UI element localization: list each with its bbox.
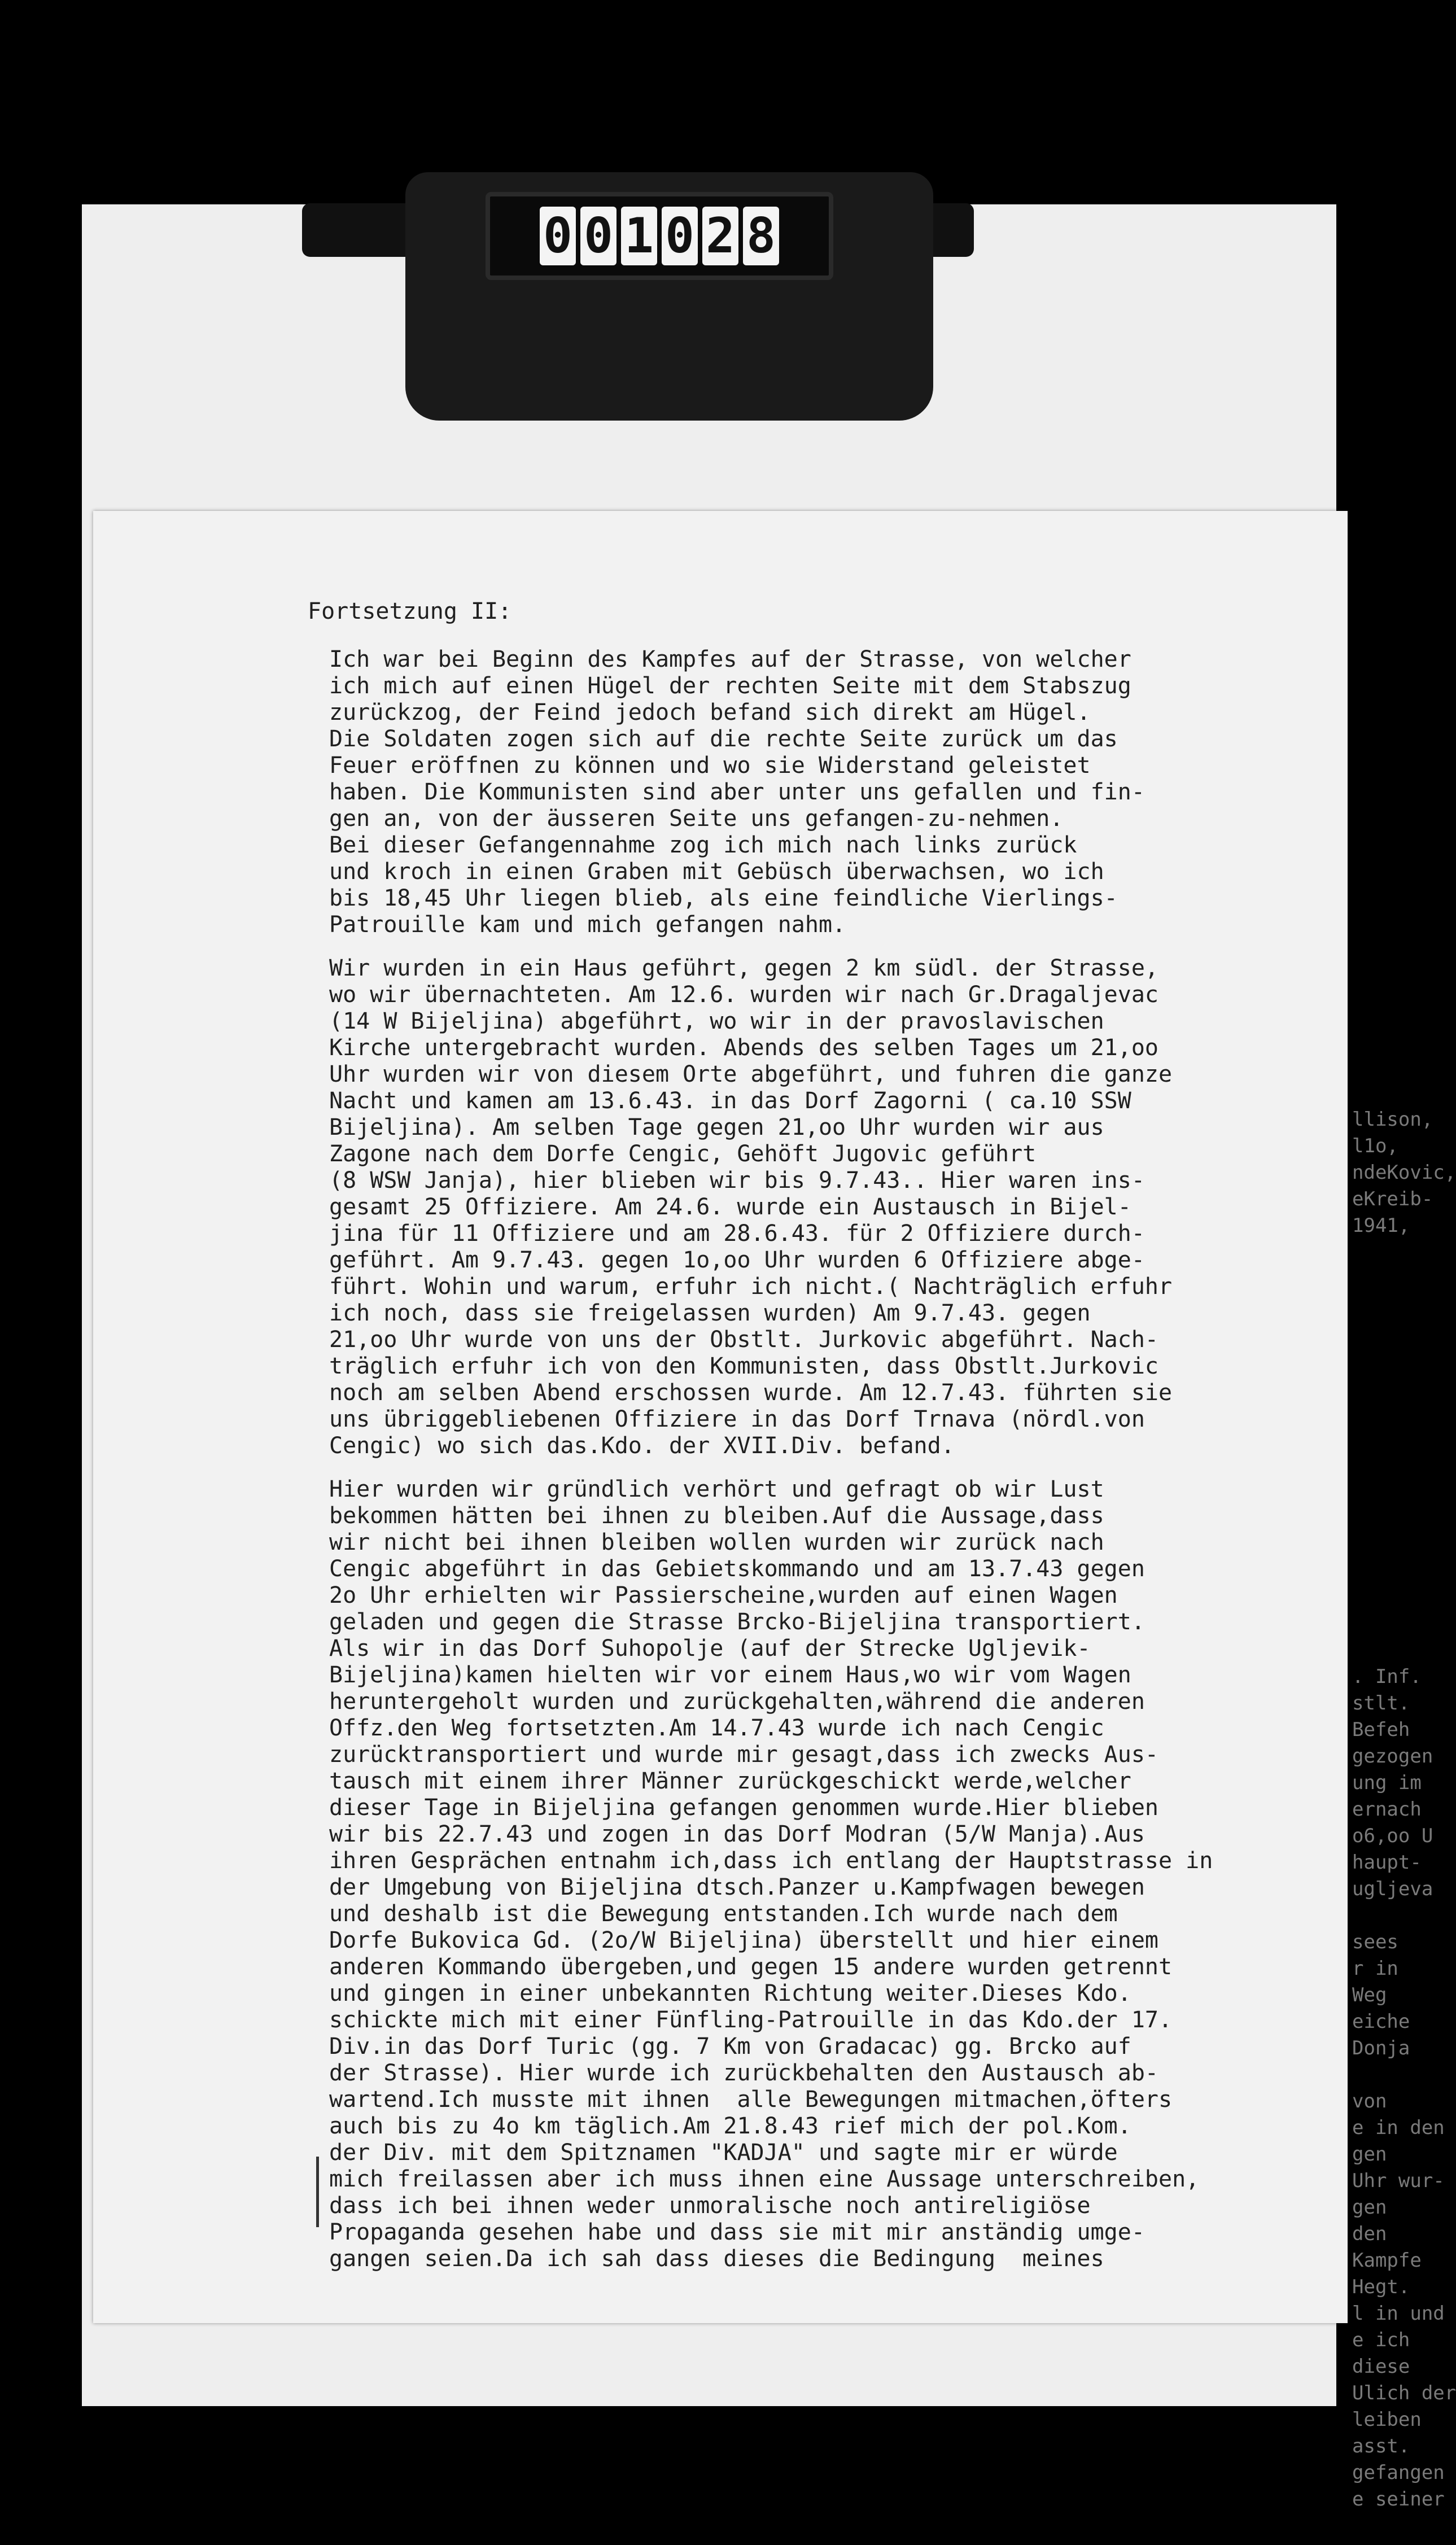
margin-mark: Uhr wur- — [1352, 2170, 1445, 2192]
margin-mark: . Inf. — [1352, 1665, 1422, 1688]
text-line: zurücktransportiert und wurde mir gesagt,dass ich zwecks Aus- — [329, 1742, 1159, 1768]
text-line: Wir wurden in ein Haus geführt, gegen 2 km südl. der Strasse, — [329, 955, 1159, 981]
text-line: 21,oo Uhr wurde von uns der Obstlt. Jurkovic abgeführt. Nach- — [329, 1327, 1159, 1353]
text-line: Div.in das Dorf Turic (gg. 7 Km von Gradacac) gg. Brcko auf — [329, 2034, 1131, 2059]
margin-mark: l1o, — [1352, 1135, 1398, 1157]
text-line: wir bis 22.7.43 und zogen in das Dorf Modran (5/W Manja).Aus — [329, 1821, 1145, 1847]
margin-mark — [1352, 2062, 1420, 2088]
text-line: dieser Tage in Bijeljina gefangen genommen wurde.Hier blieben — [329, 1795, 1159, 1821]
text-line: bis 18,45 Uhr liegen blieb, als eine feindliche Vierlings- — [329, 885, 1118, 911]
margin-mark: den — [1352, 2223, 1387, 2245]
text-line: schickte mich mit einer Fünfling-Patrouille in das Kdo.der 17. — [329, 2007, 1173, 2033]
margin-mark: llison, — [1352, 1108, 1433, 1131]
counter-digit: 0 — [540, 207, 576, 265]
margin-mark — [1352, 1239, 1420, 1266]
text-line: zurückzog, der Feind jedoch befand sich direkt am Hügel. — [329, 699, 1091, 725]
text-line: wir nicht bei ihnen bleiben wollen wurden wir zurück nach — [329, 1529, 1104, 1555]
text-line: Kirche untergebracht wurden. Abends des selben Tages um 21,oo — [329, 1035, 1159, 1061]
text-line: Patrouille kam und mich gefangen nahm. — [329, 912, 846, 938]
text-line: Als wir in das Dorf Suhopolje (auf der Strecke Ugljevik- — [329, 1636, 1091, 1661]
counter-digit: 8 — [743, 207, 779, 265]
margin-mark: Ulich der — [1352, 2382, 1456, 2404]
margin-mark — [1352, 1345, 1420, 1372]
margin-mark — [1352, 1266, 1420, 1292]
margin-mark — [1352, 1398, 1420, 1425]
text-line: gesamt 25 Offiziere. Am 24.6. wurde ein Austausch in Bijel- — [329, 1194, 1131, 1220]
text-line: wo wir übernachteten. Am 12.6. wurden wir nach Gr.Dragaljevac — [329, 982, 1159, 1008]
margin-mark: diese — [1352, 2355, 1410, 2378]
text-line: ich mich auf einen Hügel der rechten Seite mit dem Stabszug — [329, 673, 1131, 699]
text-line: ihren Gesprächen entnahm ich,dass ich entlang der Hauptstrasse in — [329, 1848, 1213, 1874]
text-line: der Umgebung von Bijeljina dtsch.Panzer u.Kampfwagen bewegen — [329, 1874, 1145, 1900]
margin-mark: Donja — [1352, 2037, 1410, 2059]
text-line: Cengic) wo sich das.Kdo. der XVII.Div. befand. — [329, 1433, 955, 1459]
text-line: wartend.Ich musste mit ihnen alle Bewegungen mitmachen,öfters — [329, 2087, 1173, 2113]
margin-mark — [1352, 1319, 1420, 1345]
text-line: Zagone nach dem Dorfe Cengic, Gehöft Jugovic geführt — [329, 1141, 1037, 1167]
margin-mark — [1352, 1292, 1420, 1319]
counter-digit: 1 — [621, 207, 657, 265]
text-line: gen an, von der äusseren Seite uns gefangen-zu-nehmen. — [329, 806, 1064, 832]
margin-mark: Befeh — [1352, 1718, 1410, 1741]
text-line: geladen und gegen die Strasse Brcko-Bijeljina transportiert. — [329, 1609, 1145, 1635]
margin-mark: leiben — [1352, 2408, 1422, 2431]
text-line: Uhr wurden wir von diesem Orte abgeführt, und fuhren die ganze — [329, 1061, 1173, 1087]
margin-mark: von — [1352, 2090, 1387, 2113]
text-line: Bei dieser Gefangennahme zog ich mich nach links zurück — [329, 832, 1077, 858]
text-line: Bijeljina). Am selben Tage gegen 21,oo Uhr wurden wir aus — [329, 1114, 1104, 1140]
margin-mark: l in und — [1352, 2302, 1445, 2325]
margin-mark: ndeKovic, — [1352, 1161, 1456, 1184]
text-line: Die Soldaten zogen sich auf die rechte Seite zurück um das — [329, 726, 1118, 752]
margin-mark: Kampfe — [1352, 2249, 1422, 2272]
margin-mark — [1352, 1558, 1420, 1584]
text-line: Bijeljina)kamen hielten wir vor einem Haus,wo wir vom Wagen — [329, 1662, 1131, 1688]
margin-mark: asst. — [1352, 2435, 1410, 2457]
text-line: Feuer eröffnen zu können und wo sie Widerstand geleistet — [329, 753, 1091, 779]
counter-digit: 2 — [702, 207, 738, 265]
margin-mark — [1352, 1903, 1420, 1929]
document-body — [308, 598, 1324, 2289]
margin-mark: o6,oo U — [1352, 1825, 1433, 1847]
text-line: Offz.den Weg fortsetzten.Am 14.7.43 wurde ich nach Cengic — [329, 1715, 1104, 1741]
text-line: der Div. mit dem Spitznamen "KADJA" und sagte mir er würde — [329, 2140, 1118, 2166]
text-line: ich noch, dass sie freigelassen wurden) Am 9.7.43. gegen — [329, 1300, 1091, 1326]
text-line: gangen seien.Da ich sah dass dieses die Bedingung meines — [329, 2246, 1104, 2272]
margin-mark: gen — [1352, 2196, 1387, 2219]
text-line: tausch mit einem ihrer Männer zurückgeschickt werde,welcher — [329, 1768, 1131, 1794]
margin-mark: Hegt. — [1352, 2276, 1410, 2298]
text-line: auch bis zu 4o km täglich.Am 21.8.43 rief mich der pol.Kom. — [329, 2113, 1131, 2139]
margin-mark: gefangen — [1352, 2461, 1445, 2484]
counter-digit: 0 — [580, 207, 616, 265]
text-line: Cengic abgeführt in das Gebietskommando und am 13.7.43 gegen — [329, 1556, 1145, 1582]
text-line: heruntergeholt wurden und zurückgehalten,während die anderen — [329, 1689, 1145, 1715]
margin-mark: gen — [1352, 2143, 1387, 2166]
text-line: noch am selben Abend erschossen wurde. Am 12.7.43. führten sie — [329, 1380, 1173, 1406]
text-line: Hier wurden wir gründlich verhört und gefragt ob wir Lust — [329, 1476, 1104, 1502]
text-line: träglich erfuhr ich von den Kommunisten, dass Obstlt.Jurkovic — [329, 1353, 1159, 1379]
margin-mark: 1941, — [1352, 1214, 1410, 1237]
text-line: Ich war bei Beginn des Kampfes auf der Strasse, von welcher — [329, 646, 1131, 672]
text-line: Nacht und kamen am 13.6.43. in das Dorf Zagorni ( ca.10 SSW — [329, 1088, 1131, 1114]
margin-mark — [1352, 1505, 1420, 1531]
margin-mark: gezogen — [1352, 1745, 1433, 1768]
text-line: und gingen in einer unbekannten Richtung weiter.Dieses Kdo. — [329, 1980, 1131, 2006]
text-line: jina für 11 Offiziere und am 28.6.43. für 2 Offiziere durch- — [329, 1221, 1145, 1247]
text-line: der Strasse). Hier wurde ich zurückbehalten den Austausch ab- — [329, 2060, 1159, 2086]
bleed-through-margin-text — [1352, 1107, 1456, 2513]
pen-mark — [316, 2157, 319, 2227]
paragraph — [329, 646, 1324, 938]
margin-mark — [1352, 1531, 1420, 1558]
margin-mark: eiche — [1352, 2010, 1410, 2033]
text-line: geführt. Am 9.7.43. gegen 1o,oo Uhr wurden 6 Offiziere abge- — [329, 1247, 1145, 1273]
text-line: (8 WSW Janja), hier blieben wir bis 9.7.43.. Hier waren ins- — [329, 1167, 1145, 1193]
text-line: führt. Wohin und warum, erfuhr ich nicht.( Nachträglich erfuhr — [329, 1274, 1173, 1300]
text-line: und kroch in einen Graben mit Gebüsch überwachsen, wo ich — [329, 859, 1104, 885]
paragraph — [329, 1476, 1324, 2272]
margin-mark — [1352, 1451, 1420, 1478]
margin-mark: e ich — [1352, 2329, 1410, 2351]
document-heading: Fortsetzung II: — [308, 598, 512, 624]
text-line: 2o Uhr erhielten wir Passierscheine,wurden auf einen Wagen — [329, 1582, 1118, 1608]
text-line: anderen Kommando übergeben,und gegen 15 andere wurden getrennt — [329, 1954, 1173, 1980]
text-line: dass ich bei ihnen weder unmoralische noch antireligiöse — [329, 2193, 1091, 2219]
margin-mark — [1352, 1584, 1420, 1611]
margin-mark: Weg — [1352, 1984, 1387, 2006]
margin-mark — [1352, 1611, 1420, 1637]
text-line: und deshalb ist die Bewegung entstanden.Ich wurde nach dem — [329, 1901, 1118, 1927]
text-line: Dorfe Bukovica Gd. (2o/W Bijeljina) überstellt und hier einem — [329, 1927, 1159, 1953]
text-line: mich freilassen aber ich muss ihnen eine Aussage unterschreiben, — [329, 2166, 1200, 2192]
text-line: haben. Die Kommunisten sind aber unter uns gefallen und fin- — [329, 779, 1145, 805]
margin-mark: r in — [1352, 1957, 1398, 1980]
text-line: uns übriggebliebenen Offiziere in das Dorf Trnava (nördl.von — [329, 1406, 1145, 1432]
margin-mark — [1352, 1425, 1420, 1451]
margin-mark: haupt- — [1352, 1851, 1422, 1874]
margin-mark: ugljeva — [1352, 1878, 1433, 1900]
counter-digit: 0 — [662, 207, 698, 265]
text-line: Propaganda gesehen habe und dass sie mit mir anständig umge- — [329, 2219, 1145, 2245]
margin-mark: stlt. — [1352, 1692, 1410, 1715]
frame-counter — [486, 192, 833, 280]
margin-mark: ung im — [1352, 1772, 1422, 1794]
margin-mark: e in den — [1352, 2117, 1445, 2139]
margin-mark: sees — [1352, 1931, 1398, 1953]
margin-mark — [1352, 1478, 1420, 1505]
margin-mark — [1352, 1372, 1420, 1398]
margin-mark: eKreib- — [1352, 1188, 1433, 1210]
margin-mark — [1352, 1637, 1420, 1664]
paragraph — [329, 955, 1324, 1459]
document-paragraphs — [308, 646, 1324, 2272]
margin-mark: e seiner — [1352, 2488, 1445, 2511]
margin-mark: ernach — [1352, 1798, 1422, 1821]
text-line: (14 W Bijeljina) abgeführt, wo wir in der pravoslavischen — [329, 1008, 1104, 1034]
text-line: bekommen hätten bei ihnen zu bleiben.Auf die Aussage,dass — [329, 1503, 1104, 1529]
